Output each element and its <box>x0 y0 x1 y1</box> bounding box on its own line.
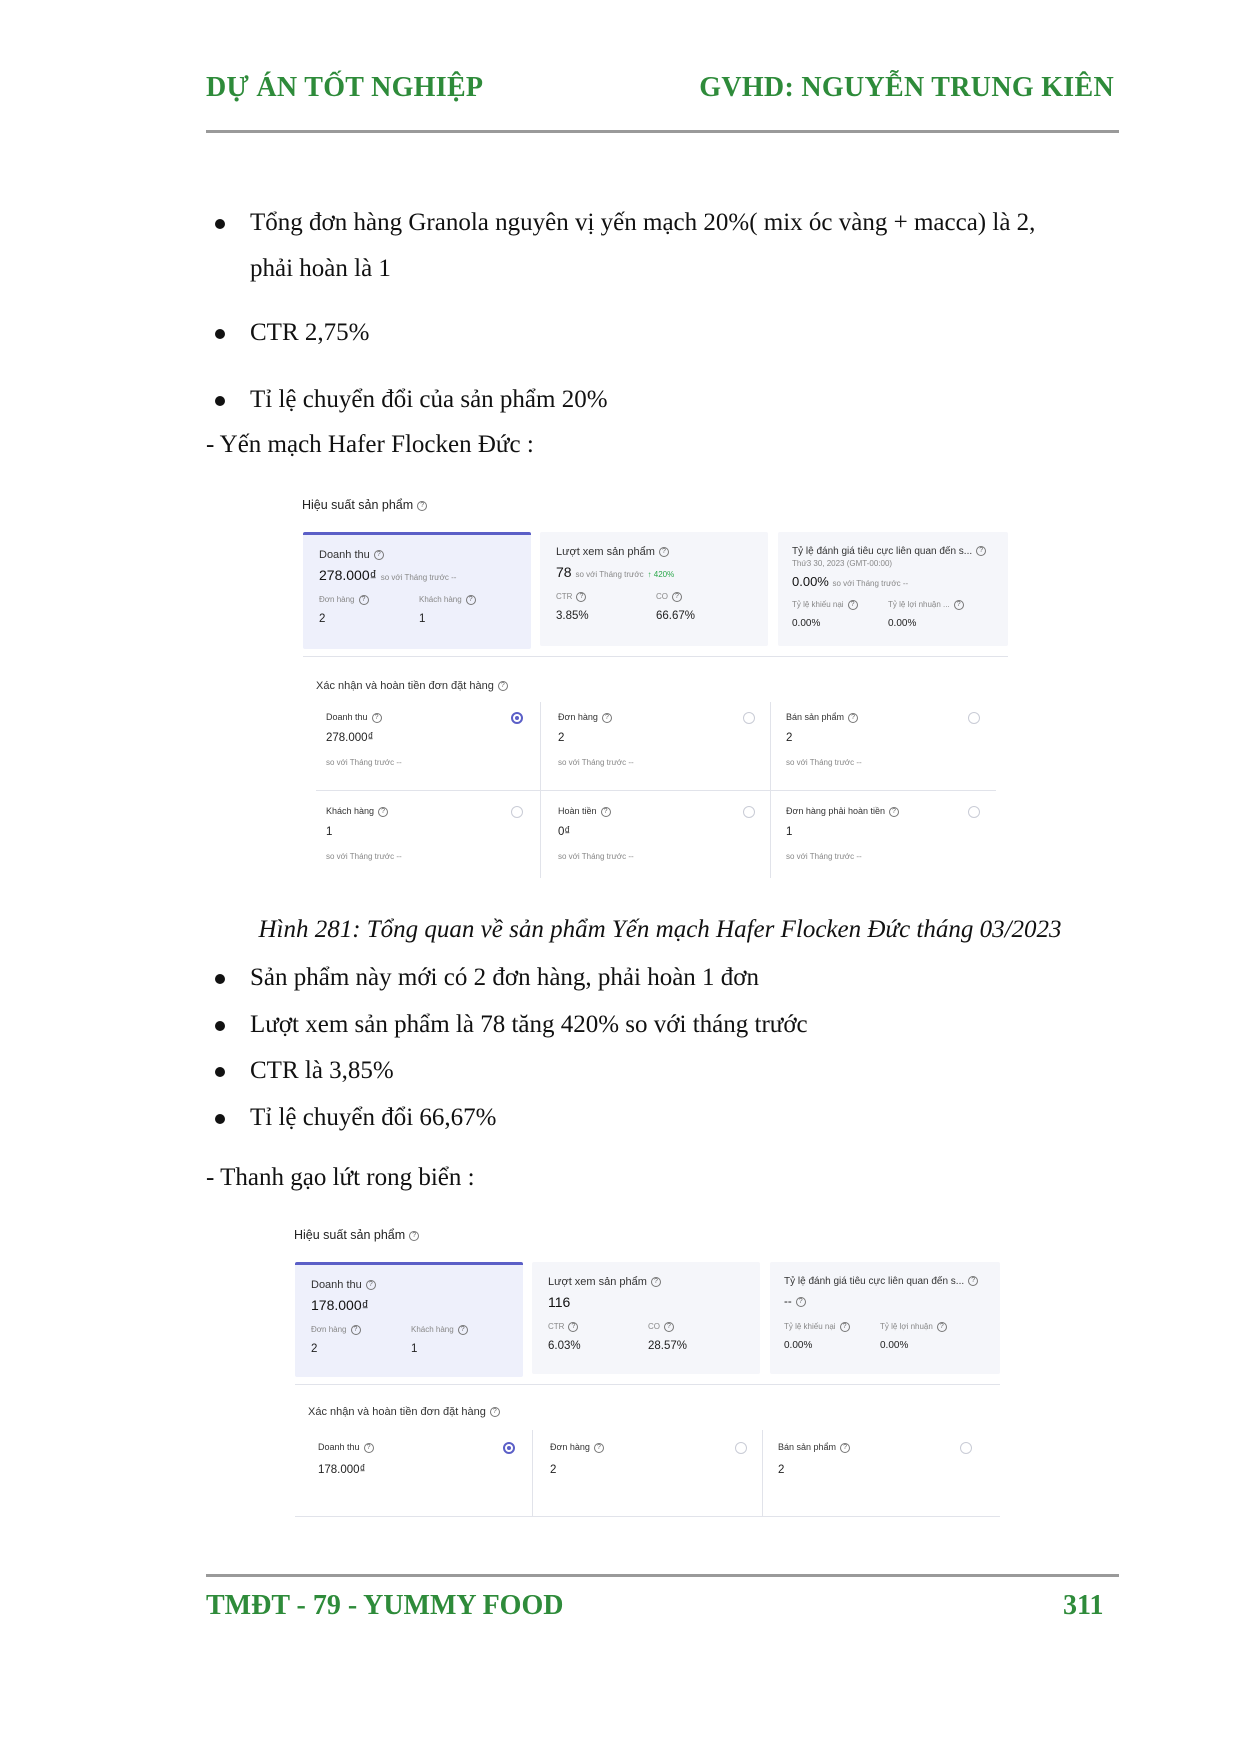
page-number: 311 <box>1063 1590 1104 1621</box>
help-icon: ? <box>848 600 858 610</box>
radio-selected[interactable] <box>503 1442 515 1454</box>
metric-revenue[interactable]: Doanh thu ? 178.000₫ <box>308 1430 516 1510</box>
radio[interactable] <box>968 712 980 724</box>
help-icon: ? <box>672 592 682 602</box>
dashboard-1 <box>300 490 1020 890</box>
page-header <box>206 72 1114 112</box>
section-title: Xác nhận và hoàn tiền đơn đặt hàng ? <box>308 1406 500 1418</box>
help-icon: ? <box>889 807 899 817</box>
metric-refund[interactable]: Hoàn tiền ? 0₫ so với Tháng trước -- <box>548 790 756 878</box>
help-icon: ? <box>968 1276 978 1286</box>
section-heading: - Yến mạch Hafer Flocken Đức : <box>206 431 534 458</box>
help-icon: ? <box>659 547 669 557</box>
help-icon: ? <box>351 1325 361 1335</box>
bullet-dot-icon <box>215 1067 225 1077</box>
card-revenue[interactable]: Doanh thu ? 178.000₫ Đơn hàng ? Khách hàng ? 2 1 <box>295 1262 523 1377</box>
metric-refund-orders[interactable]: Đơn hàng phải hoàn tiền ? 1 so với Tháng trước -- <box>778 790 986 878</box>
footer-title: TMĐT - 79 - YUMMY FOOD <box>206 1590 564 1621</box>
help-icon: ? <box>372 713 382 723</box>
dashboard-2 <box>292 1220 1012 1530</box>
help-icon: ? <box>848 713 858 723</box>
help-icon: ? <box>498 681 508 691</box>
bullet-dot-icon <box>215 974 225 984</box>
help-icon: ? <box>409 1231 419 1241</box>
card-negative-rating[interactable]: Tỷ lệ đánh giá tiêu cực liên quan đến s... ? Thứ3 30, 2023 (GMT-00:00) 0.00% so với Tháng trước -- Tỷ lệ khiếu nại ? Tỷ lệ lợi nhuận ... ? 0.00% 0.00% <box>778 532 1008 646</box>
metric-revenue[interactable]: Doanh thu ? 278.000₫ so với Tháng trước -- <box>316 702 524 790</box>
help-icon: ? <box>417 501 427 511</box>
card-product-views[interactable]: Lượt xem sản phẩm ? 116 CTR ? CO ? 6.03% 28.57% <box>532 1262 760 1374</box>
header-advisor: GVHD: NGUYỄN TRUNG KIÊN <box>699 72 1114 103</box>
metric-orders[interactable]: Đơn hàng ? 2 so với Tháng trước -- <box>548 702 756 790</box>
help-icon: ? <box>664 1322 674 1332</box>
footer-rule <box>206 1574 1119 1577</box>
bullet-dot-icon <box>215 329 225 339</box>
figure-caption: Hình 281: Tổng quan về sản phẩm Yến mạch Hafer Flocken Đức tháng 03/2023 <box>258 916 1062 943</box>
help-icon: ? <box>366 1280 376 1290</box>
help-icon: ? <box>840 1443 850 1453</box>
bullet-dot-icon <box>215 219 225 229</box>
radio[interactable] <box>968 806 980 818</box>
help-icon: ? <box>796 1297 806 1307</box>
help-icon: ? <box>976 546 986 556</box>
dashboard-title: Hiệu suất sản phẩm ? <box>302 498 427 512</box>
radio[interactable] <box>960 1442 972 1454</box>
help-icon: ? <box>378 807 388 817</box>
help-icon: ? <box>651 1277 661 1287</box>
help-icon: ? <box>602 713 612 723</box>
card-revenue[interactable]: Doanh thu ? 278.000₫ so với Tháng trước -- Đơn hàng ? Khách hàng ? 2 1 <box>303 532 531 649</box>
bullet-dot-icon <box>215 1114 225 1124</box>
help-icon: ? <box>840 1322 850 1332</box>
dashboard-title: Hiệu suất sản phẩm ? <box>294 1228 419 1242</box>
help-icon: ? <box>601 807 611 817</box>
help-icon: ? <box>374 550 384 560</box>
section-heading: - Thanh gạo lứt rong biển : <box>206 1164 475 1191</box>
radio-selected[interactable] <box>511 712 523 724</box>
help-icon: ? <box>594 1443 604 1453</box>
help-icon: ? <box>954 600 964 610</box>
bullet-dot-icon <box>215 396 225 406</box>
card-negative-rating[interactable]: Tỷ lệ đánh giá tiêu cực liên quan đến s... ? -- ? Tỷ lệ khiếu nại ? Tỷ lệ lợi nhuận ? 0.00% 0.00% <box>770 1262 1000 1374</box>
help-icon: ? <box>576 592 586 602</box>
header-rule <box>206 130 1119 133</box>
help-icon: ? <box>364 1443 374 1453</box>
metric-customers[interactable]: Khách hàng ? 1 so với Tháng trước -- <box>316 790 524 878</box>
help-icon: ? <box>937 1322 947 1332</box>
help-icon: ? <box>490 1407 500 1417</box>
help-icon: ? <box>458 1325 468 1335</box>
metric-products-sold[interactable]: Bán sản phẩm ? 2 <box>770 1430 978 1510</box>
radio[interactable] <box>511 806 523 818</box>
card-product-views[interactable]: Lượt xem sản phẩm ? 78 so với Tháng trước ↑ 420% CTR ? CO ? 3.85% 66.67% <box>540 532 768 646</box>
header-project-title: DỰ ÁN TỐT NGHIỆP <box>206 72 484 103</box>
section-title: Xác nhận và hoàn tiền đơn đặt hàng ? <box>316 680 508 692</box>
help-icon: ? <box>359 595 369 605</box>
metric-orders[interactable]: Đơn hàng ? 2 <box>540 1430 748 1510</box>
radio[interactable] <box>743 806 755 818</box>
bullet-dot-icon <box>215 1021 225 1031</box>
help-icon: ? <box>568 1322 578 1332</box>
change-up-badge: ↑ 420% <box>647 570 675 579</box>
metric-products-sold[interactable]: Bán sản phẩm ? 2 so với Tháng trước -- <box>778 702 986 790</box>
help-icon: ? <box>466 595 476 605</box>
radio[interactable] <box>743 712 755 724</box>
radio[interactable] <box>735 1442 747 1454</box>
